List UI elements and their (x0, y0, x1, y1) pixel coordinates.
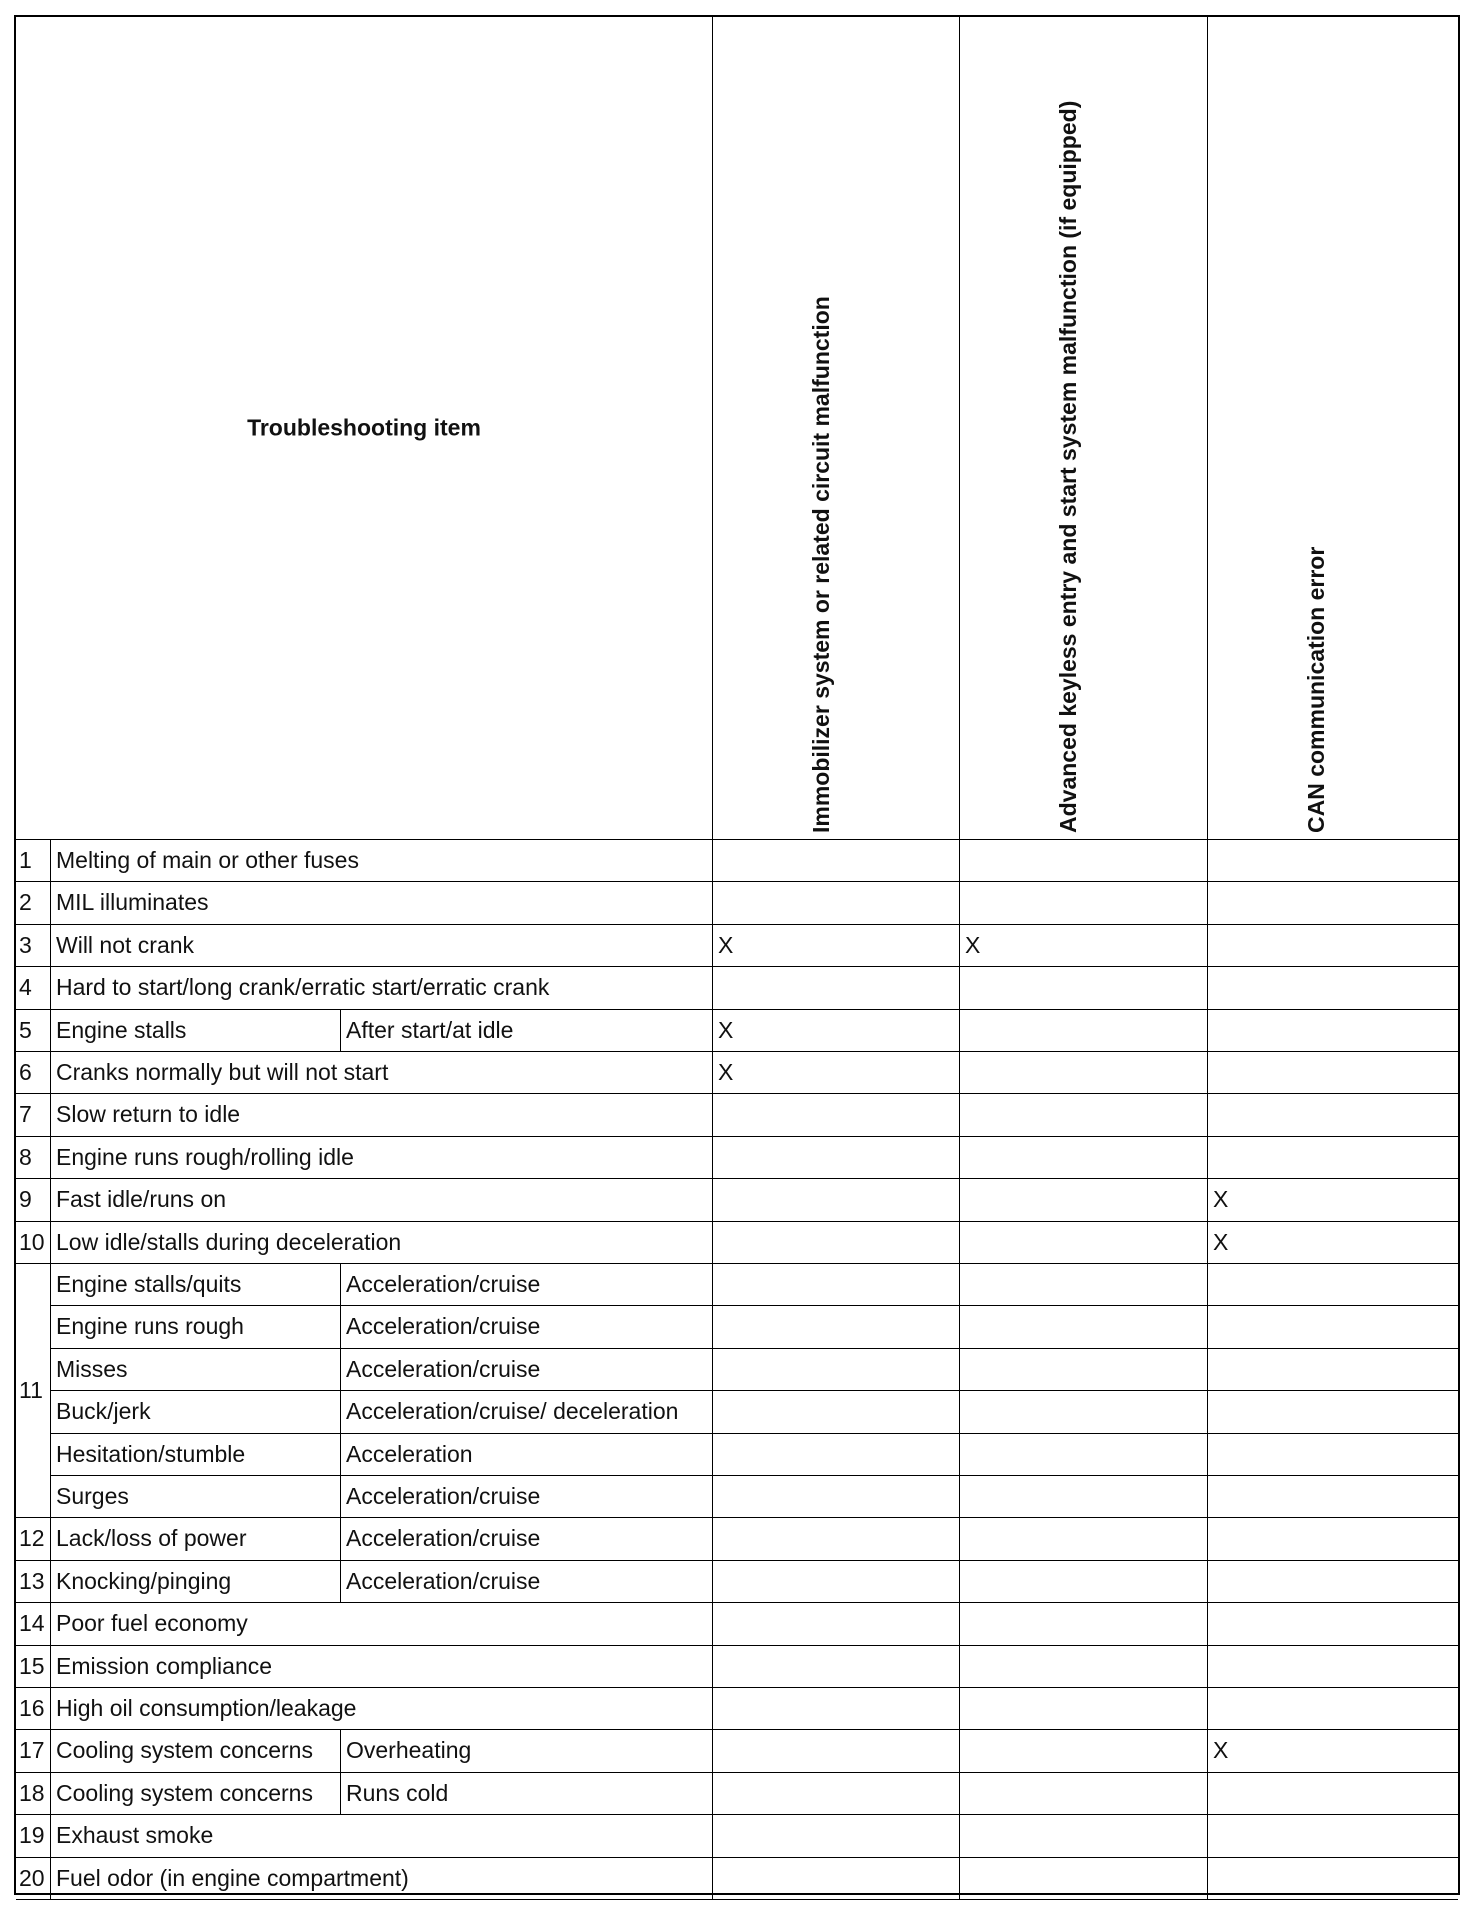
col-divider (1207, 1772, 1208, 1814)
col-divider (1207, 1051, 1208, 1093)
col-divider (712, 1687, 713, 1729)
col-divider (1207, 1517, 1208, 1559)
col-divider (1207, 1814, 1208, 1856)
item-condition: Acceleration/cruise (346, 1313, 541, 1340)
item-condition: Acceleration (346, 1440, 473, 1467)
row-divider (16, 1772, 1458, 1773)
col-divider (1207, 1348, 1208, 1390)
col-divider (50, 881, 51, 923)
col-divider (1207, 1093, 1208, 1135)
col-divider (50, 966, 51, 1008)
row-divider (16, 924, 1458, 925)
col-divider (50, 1729, 51, 1771)
troubleshooting-item: Melting of main or other fuses (56, 847, 359, 873)
row-divider (16, 1687, 1458, 1688)
troubleshooting-item: Surges (56, 1483, 129, 1509)
row-number: 11 (19, 1377, 43, 1404)
header-title: Troubleshooting item (247, 414, 481, 441)
col-divider (1207, 1433, 1208, 1475)
troubleshooting-table (14, 15, 1460, 1895)
col-divider (712, 1051, 713, 1093)
col-divider (959, 1263, 960, 1305)
col-divider (50, 1305, 51, 1347)
col-divider (1207, 1305, 1208, 1347)
row-divider (16, 1517, 1458, 1518)
row-number: 3 (19, 931, 32, 958)
row-divider (16, 1729, 1458, 1730)
row-divider (16, 1263, 1458, 1264)
col-divider (50, 1390, 51, 1432)
col-divider (340, 1475, 341, 1517)
col-divider (712, 1729, 713, 1771)
row-divider (16, 1602, 1458, 1603)
col-divider (959, 1560, 960, 1602)
col-divider (340, 1772, 341, 1814)
col-divider (959, 1857, 960, 1899)
col-divider (959, 1390, 960, 1432)
col-divider (959, 1093, 960, 1135)
col-divider (340, 1348, 341, 1390)
col-divider (712, 881, 713, 923)
row-divider (16, 1051, 1458, 1052)
row-divider (16, 881, 1458, 882)
row-divider (16, 1178, 1458, 1179)
item-condition: Acceleration/cruise (346, 1525, 541, 1552)
col-divider (959, 1814, 960, 1856)
col-divider (712, 1517, 713, 1559)
column-header-immobilizer: Immobilizer system or related circuit malfunction (808, 296, 834, 833)
col-divider (959, 1517, 960, 1559)
row-divider (50, 1305, 1458, 1306)
row-divider (16, 966, 1458, 967)
header-divider (1207, 17, 1208, 839)
troubleshooting-item: Hard to start/long crank/erratic start/erratic crank (56, 974, 550, 1001)
col-divider (959, 966, 960, 1008)
col-divider (959, 924, 960, 966)
col-divider (712, 1772, 713, 1814)
col-divider (1207, 1560, 1208, 1602)
col-divider (712, 1602, 713, 1644)
troubleshooting-item: Cranks normally but will not start (56, 1059, 389, 1085)
col-divider (959, 881, 960, 923)
col-divider (712, 1475, 713, 1517)
row-number: 6 (19, 1059, 32, 1085)
troubleshooting-item: Engine stalls (56, 1016, 187, 1043)
troubleshooting-item: Poor fuel economy (56, 1610, 248, 1637)
check-mark: X (1213, 1186, 1229, 1213)
item-condition: Acceleration/cruise (346, 1567, 541, 1594)
row-number: 4 (19, 974, 32, 1001)
row-number: 19 (19, 1822, 45, 1849)
col-divider (50, 1560, 51, 1602)
col-divider (712, 966, 713, 1008)
check-mark: X (718, 1059, 734, 1085)
column-header-can-error: CAN communication error (1303, 546, 1329, 833)
col-divider (340, 1560, 341, 1602)
check-mark: X (1213, 1737, 1229, 1764)
row-number: 10 (19, 1228, 45, 1255)
col-divider (1207, 1475, 1208, 1517)
col-divider (959, 1348, 960, 1390)
col-divider (959, 1729, 960, 1771)
row-divider (16, 1093, 1458, 1094)
col-divider (50, 839, 51, 881)
col-divider (712, 1857, 713, 1899)
col-divider (340, 1009, 341, 1051)
col-divider (50, 1263, 51, 1305)
item-condition: Acceleration/cruise (346, 1271, 541, 1297)
check-mark: X (718, 1016, 734, 1043)
col-divider (1207, 1136, 1208, 1178)
row-divider (16, 1645, 1458, 1646)
item-condition: Acceleration/cruise (346, 1483, 541, 1509)
troubleshooting-item: MIL illuminates (56, 889, 209, 916)
row-number: 7 (19, 1101, 32, 1128)
troubleshooting-item: Hesitation/stumble (56, 1440, 246, 1467)
row-divider (16, 1136, 1458, 1137)
row-number: 20 (19, 1864, 45, 1891)
row-number: 16 (19, 1695, 45, 1721)
col-divider (1207, 1221, 1208, 1263)
col-divider (712, 1136, 713, 1178)
col-divider (959, 1009, 960, 1051)
col-divider (959, 1221, 960, 1263)
col-divider (959, 1051, 960, 1093)
troubleshooting-item: Misses (56, 1355, 128, 1382)
row-divider (16, 1857, 1458, 1858)
col-divider (340, 1729, 341, 1771)
col-divider (50, 1178, 51, 1220)
col-divider (1207, 1602, 1208, 1644)
col-divider (712, 924, 713, 966)
row-number: 13 (19, 1567, 45, 1594)
troubleshooting-item: Knocking/pinging (56, 1567, 232, 1594)
troubleshooting-item: High oil consumption/leakage (56, 1695, 357, 1721)
col-divider (1207, 1009, 1208, 1051)
row-number: 17 (19, 1737, 45, 1764)
col-divider (712, 1178, 713, 1220)
col-divider (712, 1390, 713, 1432)
col-divider (1207, 966, 1208, 1008)
col-divider (712, 1305, 713, 1347)
header-divider (959, 17, 960, 839)
col-divider (712, 1348, 713, 1390)
col-divider (959, 1475, 960, 1517)
col-divider (50, 1475, 51, 1517)
row-number: 14 (19, 1610, 45, 1637)
col-divider (959, 1687, 960, 1729)
troubleshooting-item: Cooling system concerns (56, 1737, 313, 1764)
col-divider (50, 1051, 51, 1093)
row-number: 5 (19, 1016, 32, 1043)
row-divider (16, 1814, 1458, 1815)
col-divider (712, 1263, 713, 1305)
col-divider (50, 1814, 51, 1856)
row-divider (50, 1475, 1458, 1476)
row-divider (16, 1009, 1458, 1010)
troubleshooting-item: Cooling system concerns (56, 1779, 313, 1806)
col-divider (959, 1305, 960, 1347)
col-divider (1207, 1390, 1208, 1432)
column-header-keyless-entry: Advanced keyless entry and start system malfunction (if equipped) (1055, 100, 1081, 833)
row-divider (16, 1221, 1458, 1222)
col-divider (1207, 1729, 1208, 1771)
col-divider (1207, 1857, 1208, 1899)
col-divider (712, 1433, 713, 1475)
troubleshooting-item: Emission compliance (56, 1652, 273, 1679)
troubleshooting-item: Fuel odor (in engine compartment) (56, 1864, 409, 1891)
col-divider (340, 1433, 341, 1475)
col-divider (50, 1645, 51, 1687)
check-mark: X (718, 931, 734, 958)
row-number: 2 (19, 889, 32, 916)
troubleshooting-item: Engine stalls/quits (56, 1271, 242, 1297)
row-number: 12 (19, 1525, 45, 1552)
col-divider (1207, 1178, 1208, 1220)
item-condition: Acceleration/cruise (346, 1355, 541, 1382)
col-divider (50, 1433, 51, 1475)
col-divider (50, 1093, 51, 1135)
row-number: 18 (19, 1779, 45, 1806)
col-divider (712, 1560, 713, 1602)
item-condition: Acceleration/cruise/ deceleration (346, 1398, 679, 1425)
col-divider (50, 1772, 51, 1814)
col-divider (959, 1772, 960, 1814)
col-divider (959, 1645, 960, 1687)
col-divider (712, 1221, 713, 1263)
row-number: 15 (19, 1652, 45, 1679)
col-divider (50, 1009, 51, 1051)
col-divider (50, 924, 51, 966)
header-divider (712, 17, 713, 839)
col-divider (50, 1348, 51, 1390)
col-divider (50, 1602, 51, 1644)
col-divider (1207, 1687, 1208, 1729)
col-divider (340, 1390, 341, 1432)
troubleshooting-item: Slow return to idle (56, 1101, 241, 1128)
col-divider (1207, 1645, 1208, 1687)
check-mark: X (1213, 1228, 1229, 1255)
row-divider (50, 1433, 1458, 1434)
troubleshooting-item: Buck/jerk (56, 1398, 151, 1425)
col-divider (712, 1814, 713, 1856)
troubleshooting-item: Lack/loss of power (56, 1525, 247, 1552)
row-divider (16, 1560, 1458, 1561)
col-divider (959, 1602, 960, 1644)
troubleshooting-item: Low idle/stalls during deceleration (56, 1228, 402, 1255)
item-condition: After start/at idle (346, 1016, 514, 1043)
col-divider (50, 1687, 51, 1729)
row-number: 8 (19, 1143, 32, 1170)
row-divider (16, 1899, 1458, 1900)
col-divider (959, 1136, 960, 1178)
col-divider (50, 1857, 51, 1899)
troubleshooting-item: Exhaust smoke (56, 1822, 214, 1849)
col-divider (340, 1305, 341, 1347)
item-condition: Runs cold (346, 1779, 449, 1806)
troubleshooting-item: Engine runs rough (56, 1313, 244, 1340)
col-divider (712, 1093, 713, 1135)
troubleshooting-item: Fast idle/runs on (56, 1186, 227, 1213)
col-divider (50, 1517, 51, 1559)
col-divider (959, 1178, 960, 1220)
col-divider (959, 839, 960, 881)
col-divider (1207, 1263, 1208, 1305)
col-divider (1207, 839, 1208, 881)
col-divider (50, 1136, 51, 1178)
item-condition: Overheating (346, 1737, 472, 1764)
troubleshooting-item: Engine runs rough/rolling idle (56, 1143, 354, 1170)
troubleshooting-item: Will not crank (56, 931, 195, 958)
col-divider (1207, 924, 1208, 966)
row-number: 1 (19, 847, 32, 873)
col-divider (340, 1517, 341, 1559)
col-divider (959, 1433, 960, 1475)
col-divider (50, 1221, 51, 1263)
col-divider (712, 839, 713, 881)
row-number: 9 (19, 1186, 32, 1213)
col-divider (712, 1645, 713, 1687)
col-divider (1207, 881, 1208, 923)
row-divider (50, 1390, 1458, 1391)
col-divider (340, 1263, 341, 1305)
check-mark: X (965, 931, 981, 958)
header-bottom-line (16, 839, 1458, 840)
col-divider (712, 1009, 713, 1051)
row-divider (50, 1348, 1458, 1349)
